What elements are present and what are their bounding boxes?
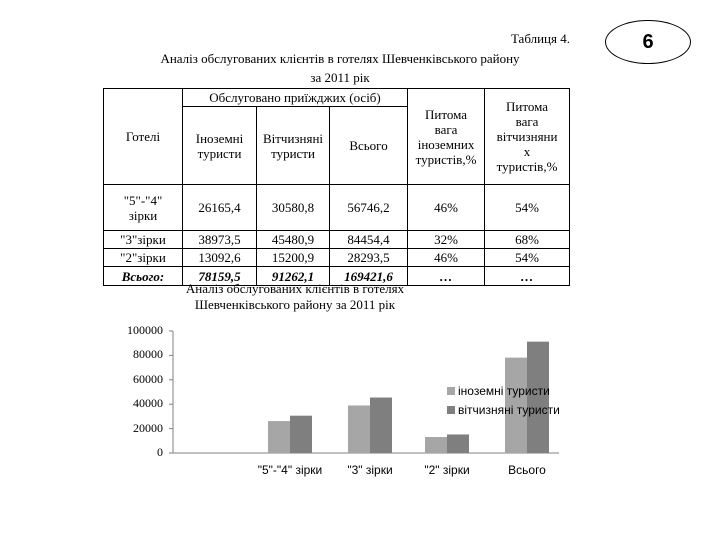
bar-domestic [290, 416, 312, 453]
cell-share-domestic: 54% [485, 185, 570, 231]
cell-hotel: "2"зірки [104, 249, 183, 267]
col-header-foreign: Іноземні туристи [183, 107, 257, 185]
cell-share-foreign: 32% [408, 231, 485, 249]
cell-foreign: 38973,5 [183, 231, 257, 249]
page-number: 6 [642, 30, 654, 53]
col-header-total: Всього [330, 107, 408, 185]
cell-share-foreign-total: … [408, 267, 485, 286]
chart-title-line-1: Аналіз обслугованих клієнтів в готелях [185, 281, 405, 296]
cell-share-domestic: 68% [485, 231, 570, 249]
cell-total: 84454,4 [330, 231, 408, 249]
cell-hotel: "3"зірки [104, 231, 183, 249]
cell-foreign: 26165,4 [183, 185, 257, 231]
col-header-hotels: Готелі [104, 89, 183, 185]
col-header-share-foreign: Питома вага іноземних туристів,% [408, 89, 485, 185]
cell-domestic-total: 91262,1 [257, 267, 330, 286]
x-tick-label: Всього [508, 463, 546, 477]
x-tick-label: "3" зірки [347, 463, 393, 477]
cell-domestic: 15200,9 [257, 249, 330, 267]
legend-label: вітчизняні туристи [458, 403, 560, 417]
cell-hotel-total: Всього: [121, 268, 165, 284]
cell-share-domestic: 54% [485, 249, 570, 267]
title-line-1: Аналіз обслугованих клієнтів в готелях Шевченківського району [160, 51, 520, 66]
y-tick-label: 40000 [133, 396, 163, 411]
col-header-domestic: Вітчизняні туристи [257, 107, 330, 185]
cell-total-total: 169421,6 [330, 267, 408, 286]
legend-item [447, 384, 560, 398]
col-header-share-domestic: Питома вага вітчизняни х туристів,% [485, 89, 570, 185]
x-tick-label: "5"-"4" зірки [257, 463, 323, 477]
chart-legend [447, 384, 560, 422]
legend-item [447, 403, 560, 417]
bar-foreign [268, 421, 290, 453]
cell-share-foreign: 46% [408, 249, 485, 267]
chart-title-line-2: Шевченківського району за 2011 рік [194, 297, 396, 312]
cell-foreign: 13092,6 [183, 249, 257, 267]
y-tick-label: 20000 [133, 420, 163, 435]
y-tick-label: 60000 [133, 371, 163, 386]
y-tick-label: 0 [157, 445, 163, 459]
cell-domestic: 30580,8 [257, 185, 330, 231]
cell-share-domestic-total: … [485, 267, 570, 286]
bar-foreign [348, 405, 370, 453]
cell-total: 56746,2 [330, 185, 408, 231]
bar-domestic [447, 434, 469, 453]
title-line-2: за 2011 рік [310, 70, 370, 85]
bar-domestic [370, 398, 392, 453]
legend-label: іноземні туристи [458, 384, 550, 398]
cell-domestic: 45480,9 [257, 231, 330, 249]
cell-hotel: "5"-"4" зірки [104, 185, 183, 231]
col-header-group: Обслуговано приїжджих (осіб) [183, 89, 408, 107]
y-tick-label: 100000 [127, 323, 163, 337]
cell-total: 28293,5 [330, 249, 408, 267]
x-tick-label: "2" зірки [424, 463, 470, 477]
legend-swatch [447, 406, 455, 414]
y-tick-label: 80000 [133, 347, 163, 362]
bar-foreign [425, 437, 447, 453]
table-label: Таблиця 4. [510, 31, 570, 46]
cell-foreign-total: 78159,5 [183, 267, 257, 286]
legend-swatch [447, 387, 455, 395]
cell-share-foreign: 46% [408, 185, 485, 231]
